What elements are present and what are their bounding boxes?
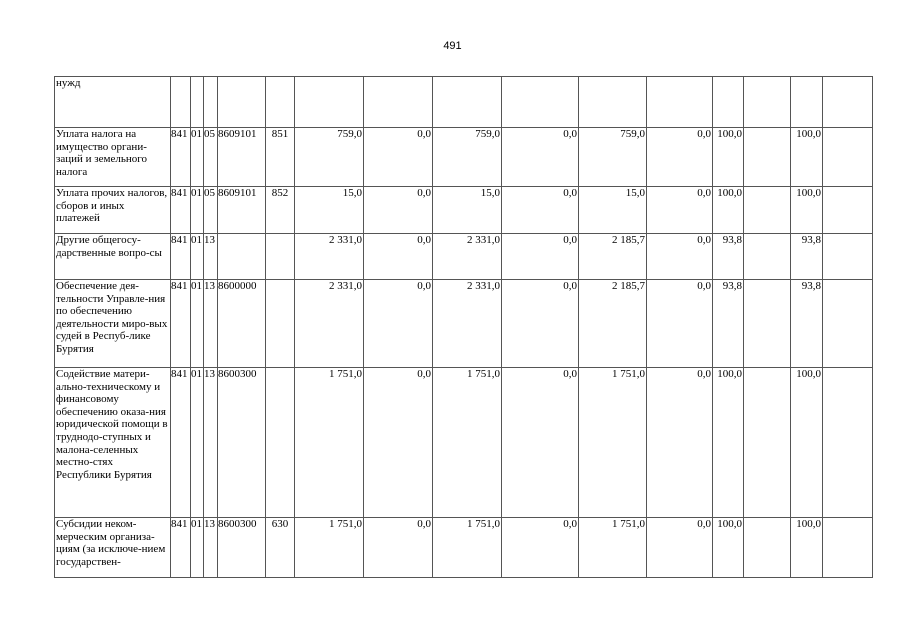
cell-v2 (364, 77, 433, 128)
cell-pr: 05 (204, 128, 218, 187)
cell-vr (266, 77, 295, 128)
cell-v7 (713, 77, 744, 128)
cell-pr: 13 (204, 368, 218, 518)
cell-rz (191, 77, 204, 128)
cell-gr: 841 (171, 280, 191, 368)
cell-v7: 93,8 (713, 280, 744, 368)
cell-v7: 93,8 (713, 234, 744, 280)
cell-v9: 93,8 (791, 280, 823, 368)
cell-v9 (791, 77, 823, 128)
cell-v5: 2 185,7 (579, 280, 647, 368)
cell-v8 (744, 280, 791, 368)
cell-csr: 8600300 (218, 368, 266, 518)
cell-vr (266, 234, 295, 280)
cell-v2: 0,0 (364, 280, 433, 368)
cell-gr: 841 (171, 128, 191, 187)
cell-v6 (647, 77, 713, 128)
cell-v1: 15,0 (295, 187, 364, 234)
cell-v6: 0,0 (647, 234, 713, 280)
cell-v10 (823, 187, 873, 234)
cell-csr (218, 77, 266, 128)
cell-v7: 100,0 (713, 187, 744, 234)
cell-csr: 8609101 (218, 187, 266, 234)
cell-v10 (823, 368, 873, 518)
cell-gr: 841 (171, 368, 191, 518)
cell-v7: 100,0 (713, 128, 744, 187)
cell-v4: 0,0 (502, 187, 579, 234)
cell-v1: 759,0 (295, 128, 364, 187)
cell-v1: 1 751,0 (295, 518, 364, 578)
cell-v9: 100,0 (791, 128, 823, 187)
cell-csr: 8600300 (218, 518, 266, 578)
row-name: Обеспечение дея-тельности Управле-ния по обеспечению деятельности миро-вых судей в Респуб-лике Бурятия (55, 280, 171, 368)
table-row (55, 280, 873, 368)
cell-v1: 2 331,0 (295, 280, 364, 368)
cell-v5 (579, 77, 647, 128)
cell-v8 (744, 77, 791, 128)
cell-rz: 01 (191, 368, 204, 518)
cell-v4: 0,0 (502, 368, 579, 518)
table-row (55, 128, 873, 187)
cell-v3: 759,0 (433, 128, 502, 187)
cell-v9: 93,8 (791, 234, 823, 280)
cell-v4: 0,0 (502, 128, 579, 187)
cell-vr (266, 368, 295, 518)
table-row (55, 77, 873, 128)
row-name: нужд (55, 77, 171, 128)
cell-v10 (823, 77, 873, 128)
cell-vr: 852 (266, 187, 295, 234)
cell-rz: 01 (191, 187, 204, 234)
table-row (55, 187, 873, 234)
cell-pr (204, 77, 218, 128)
cell-pr: 13 (204, 234, 218, 280)
cell-v4 (502, 77, 579, 128)
row-name: Уплата налога на имущество органи-заций и земельного налога (55, 128, 171, 187)
cell-csr (218, 234, 266, 280)
cell-v3: 1 751,0 (433, 518, 502, 578)
cell-v7: 100,0 (713, 518, 744, 578)
cell-v5: 1 751,0 (579, 518, 647, 578)
cell-v6: 0,0 (647, 187, 713, 234)
cell-rz: 01 (191, 234, 204, 280)
cell-v9: 100,0 (791, 518, 823, 578)
cell-v8 (744, 518, 791, 578)
cell-v5: 15,0 (579, 187, 647, 234)
cell-gr: 841 (171, 234, 191, 280)
cell-v6: 0,0 (647, 280, 713, 368)
table-row (55, 234, 873, 280)
cell-v3: 2 331,0 (433, 280, 502, 368)
cell-v1: 2 331,0 (295, 234, 364, 280)
cell-v2: 0,0 (364, 187, 433, 234)
cell-v8 (744, 187, 791, 234)
cell-v4: 0,0 (502, 234, 579, 280)
cell-v4: 0,0 (502, 280, 579, 368)
cell-v1: 1 751,0 (295, 368, 364, 518)
cell-v2: 0,0 (364, 368, 433, 518)
cell-rz: 01 (191, 280, 204, 368)
cell-v7: 100,0 (713, 368, 744, 518)
cell-rz: 01 (191, 128, 204, 187)
cell-v8 (744, 368, 791, 518)
cell-gr: 841 (171, 187, 191, 234)
cell-v8 (744, 234, 791, 280)
cell-v5: 1 751,0 (579, 368, 647, 518)
cell-v3: 1 751,0 (433, 368, 502, 518)
cell-v10 (823, 518, 873, 578)
cell-v10 (823, 280, 873, 368)
cell-v9: 100,0 (791, 368, 823, 518)
cell-v3: 2 331,0 (433, 234, 502, 280)
row-name: Другие общегосу-дарственные вопро-сы (55, 234, 171, 280)
cell-v2: 0,0 (364, 234, 433, 280)
row-name: Субсидии неком-мерческим организа-циям (за исключе-нием государствен- (55, 518, 171, 578)
row-name: Содействие матери-ально-техническому и финансовому обеспечению оказа-ния юридической помощи в труднодо-ступных и малона-селенных местно-стях Республики Бурятия (55, 368, 171, 518)
cell-vr: 851 (266, 128, 295, 187)
cell-v5: 759,0 (579, 128, 647, 187)
cell-v2: 0,0 (364, 518, 433, 578)
cell-v10 (823, 234, 873, 280)
cell-v2: 0,0 (364, 128, 433, 187)
cell-v10 (823, 128, 873, 187)
cell-v8 (744, 128, 791, 187)
cell-csr: 8600000 (218, 280, 266, 368)
cell-v9: 100,0 (791, 187, 823, 234)
cell-vr: 630 (266, 518, 295, 578)
cell-rz: 01 (191, 518, 204, 578)
cell-v3: 15,0 (433, 187, 502, 234)
cell-v6: 0,0 (647, 128, 713, 187)
cell-pr: 05 (204, 187, 218, 234)
budget-table (54, 76, 873, 578)
row-name: Уплата прочих налогов, сборов и иных платежей (55, 187, 171, 234)
cell-vr (266, 280, 295, 368)
cell-v6: 0,0 (647, 518, 713, 578)
cell-v3 (433, 77, 502, 128)
table-row (55, 368, 873, 518)
cell-v4: 0,0 (502, 518, 579, 578)
page-number: 491 (443, 40, 462, 52)
cell-csr: 8609101 (218, 128, 266, 187)
cell-v1 (295, 77, 364, 128)
cell-v5: 2 185,7 (579, 234, 647, 280)
cell-v6: 0,0 (647, 368, 713, 518)
cell-pr: 13 (204, 280, 218, 368)
cell-gr (171, 77, 191, 128)
cell-gr: 841 (171, 518, 191, 578)
cell-pr: 13 (204, 518, 218, 578)
table-row (55, 518, 873, 578)
